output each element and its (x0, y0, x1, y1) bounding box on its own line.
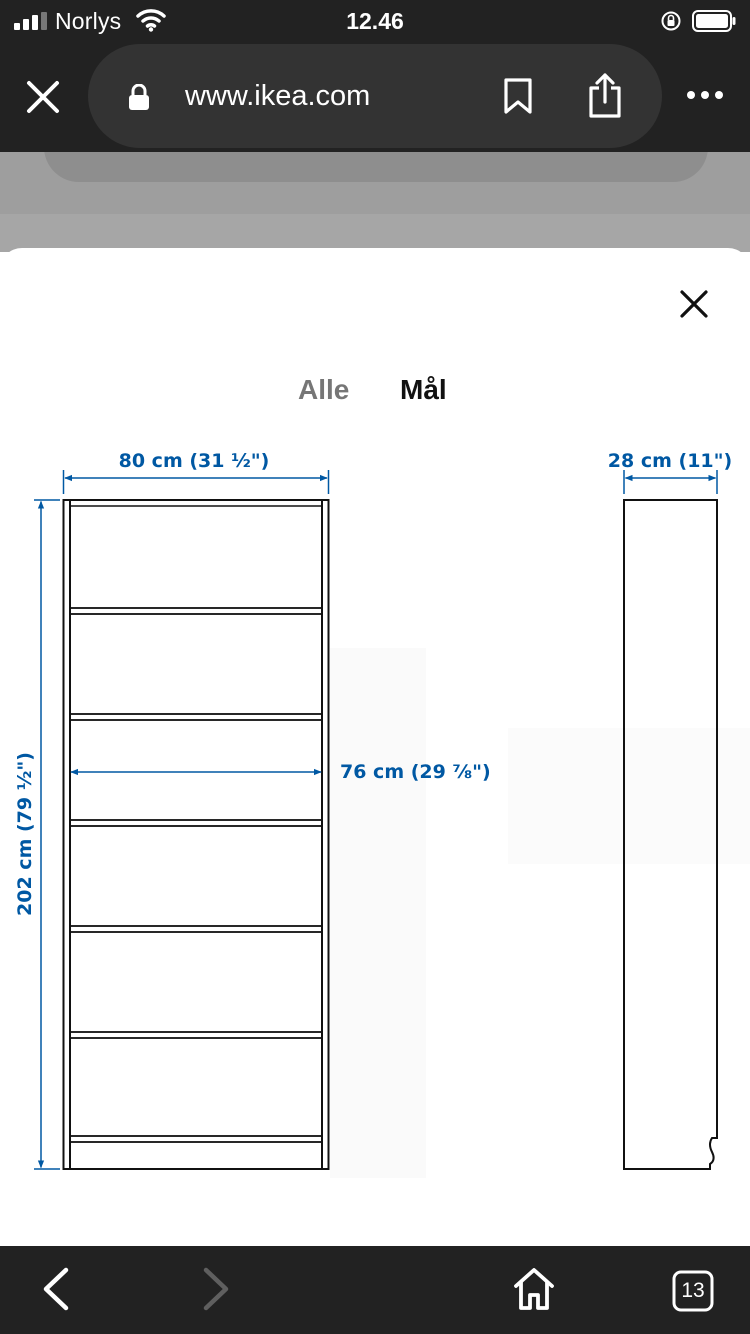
url-text[interactable]: www.ikea.com (185, 80, 371, 112)
backdrop-text-row (0, 214, 750, 252)
page-backdrop (0, 152, 750, 252)
rotation-lock-icon (660, 10, 682, 32)
height-label: 202 cm (79 ½") (14, 752, 36, 916)
home-icon[interactable] (512, 1266, 556, 1312)
tab-alle[interactable]: Alle (298, 374, 350, 405)
status-time: 12.46 (346, 8, 404, 34)
dimension-drawing (0, 430, 750, 1190)
width-label: 80 cm (31 ½") (118, 450, 270, 472)
depth-dimension (608, 450, 732, 494)
inner-width-dimension (71, 761, 491, 783)
forward-icon[interactable] (198, 1266, 234, 1312)
battery-icon (692, 10, 736, 32)
browser-top-bar (0, 0, 750, 152)
lock-icon (128, 84, 150, 110)
bookmark-icon[interactable] (503, 78, 533, 114)
carrier-name: Norlys (55, 8, 122, 34)
close-icon[interactable] (26, 80, 60, 114)
backdrop-button (44, 152, 708, 182)
bookcase-front-view (64, 500, 329, 1169)
share-icon[interactable] (586, 72, 624, 118)
browser-bottom-toolbar (0, 1246, 750, 1334)
inner-width-label: 76 cm (29 ⅞") (340, 761, 491, 783)
width-dimension (64, 450, 329, 494)
close-icon[interactable] (680, 290, 708, 318)
more-icon[interactable] (686, 88, 724, 102)
url-bar[interactable] (88, 44, 662, 148)
product-media-sheet (0, 248, 750, 1246)
tab-maal[interactable]: Mål (400, 374, 447, 405)
back-icon[interactable] (38, 1266, 74, 1312)
depth-label: 28 cm (11") (607, 450, 733, 472)
status-bar (0, 0, 750, 44)
tabs-button[interactable] (672, 1270, 714, 1312)
height-dimension (14, 500, 60, 1169)
tabs-count: 13 (681, 1279, 705, 1302)
